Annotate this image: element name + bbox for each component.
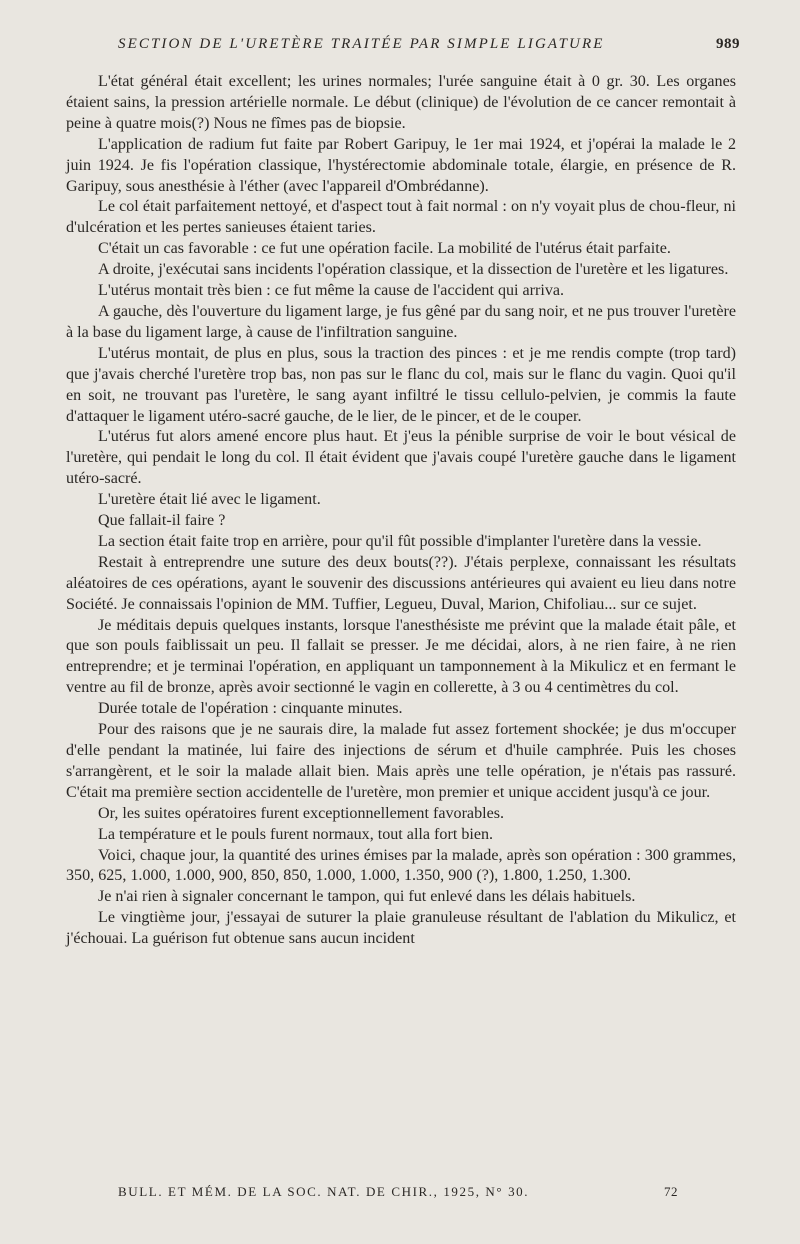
paragraph: Je n'ai rien à signaler concernant le tampon, qui fut enlevé dans les délais habituels. bbox=[98, 888, 636, 906]
paragraph: L'utérus fut alors amené encore plus haut. Et j'eus la pénible surprise de voir le bout vésical de l'uretère, qui pendait le long du col. Il était évident que j'avais coupé l'uretère gauche dans le ligament utéro-sacré. bbox=[66, 428, 736, 488]
paragraph: L'uretère était lié avec le ligament. bbox=[98, 491, 321, 509]
paragraph: C'était un cas favorable : ce fut une opération facile. La mobilité de l'utérus était parfaite. bbox=[98, 240, 671, 258]
paragraph: L'utérus montait, de plus en plus, sous la traction des pinces : et je me rendis compte (trop tard) que j'avais cherché l'uretère trop bas, non pas sur le flanc du col, mais sur le flanc du vagin. Quoi qu'il en soit, ne trouvant pas l'uretère, le sang ayant infiltré le tissu cellulo-pelvien, je commis la faute d'attaquer le ligament utéro-sacré gauche, de le lier, de le pincer, et de le couper. bbox=[66, 344, 736, 425]
paragraph: Le vingtième jour, j'essayai de suturer la plaie granuleuse résultant de l'ablation du Mikulicz, et j'échouai. La guérison fut obtenue sans aucun incident bbox=[66, 909, 736, 948]
paragraph: Je méditais depuis quelques instants, lorsque l'anesthésiste me prévint que la malade était pâle, et que son pouls faiblissait un peu. Il fallait se presser. Je me décidai, alors, à ne rien faire, à ne rien entreprendre; et je terminai l'opération, en appliquant un tamponnement à la Mikulicz et en fermant le ventre au fil de bronze, après avoir sectionné le vagin en collerette, à 3 ou 4 centimètres du col. bbox=[66, 616, 736, 697]
paragraph: A gauche, dès l'ouverture du ligament large, je fus gêné par du sang noir, et ne pus trouver l'uretère à la base du ligament large, à cause de l'infiltration sanguine. bbox=[66, 302, 736, 341]
paragraph: La température et le pouls furent normaux, tout alla fort bien. bbox=[98, 825, 494, 843]
paragraph: Durée totale de l'opération : cinquante minutes. bbox=[98, 700, 403, 718]
paragraph: L'état général était excellent; les urines normales; l'urée sanguine était à 0 gr. 30. Les organes étaient sains, la pression artérielle normale. Le début (clinique) de l'évolution de ce cancer remontait à peine à quatre mois(?) Nous ne fîmes pas de biopsie. bbox=[66, 73, 736, 132]
paragraph: Restait à entreprendre une suture des deux bouts(??). J'étais perplexe, connaissant les résultats aléatoires de ces opérations, ayant le souvenir des discussions antérieures qui avaient eu lieu dans notre Société. Je connaissais l'opinion de MM. Tuffier, Legueu, Duval, Marion, Chifoliau... sur ce sujet. bbox=[66, 553, 736, 613]
paragraph: L'utérus montait très bien : ce fut même la cause de l'accident qui arriva. bbox=[98, 282, 565, 300]
signature-mark: 72 bbox=[664, 1184, 678, 1199]
running-title: SECTION DE L'URETÈRE TRAITÉE PAR SIMPLE LIGATURE bbox=[118, 36, 605, 52]
paragraph: A droite, j'exécutai sans incidents l'opération classique, et la dissection de l'uretère et les ligatures. bbox=[98, 261, 729, 279]
paragraph: La section était faite trop en arrière, pour qu'il fût possible d'implanter l'uretère dans la vessie. bbox=[98, 532, 702, 550]
page-number: 989 bbox=[716, 36, 740, 52]
paragraph: Le col était parfaitement nettoyé, et d'aspect tout à fait normal : on n'y voyait plus de chou-fleur, ni d'ulcération et les pertes sanieuses étaient taries. bbox=[66, 198, 736, 237]
paragraph: Pour des raisons que je ne saurais dire, la malade fut assez fortement shockée; je dus m'occuper d'elle pendant la matinée, lui faire des injections de sérum et d'huile camphrée. Puis les choses s'arrangèrent, et le soir la malade allait bien. Mais après une telle opération, je n'étais pas rassuré. C'était ma première section accidentelle de l'uretère, mon premier et unique accident jusqu'à ce jour. bbox=[66, 721, 736, 801]
paragraph: Voici, chaque jour, la quantité des urines émises par la malade, après son opération : 300 grammes, 350, 625, 1.000, 1.000, 900, 850, 850, 1.000, 1.000, 1.350, 900 (?), 1.800, 1.250, 1.300. bbox=[66, 846, 736, 885]
body-text bbox=[66, 72, 736, 950]
paragraph: L'application de radium fut faite par Robert Garipuy, le 1er mai 1924, et j'opérai la malade le 2 juin 1924. Je fis l'opération classique, l'hystérectomie abdominale totale, élargie, en présence de R. Garipuy, sous anesthésie à l'éther (avec l'appareil d'Ombrédanne). bbox=[66, 135, 736, 195]
paragraph: Que fallait-il faire ? bbox=[98, 512, 226, 530]
paragraph: Or, les suites opératoires furent exceptionnellement favorables. bbox=[98, 804, 505, 822]
journal-citation: BULL. ET MÉM. DE LA SOC. NAT. DE CHIR., 1925, N° 30. bbox=[118, 1184, 530, 1199]
